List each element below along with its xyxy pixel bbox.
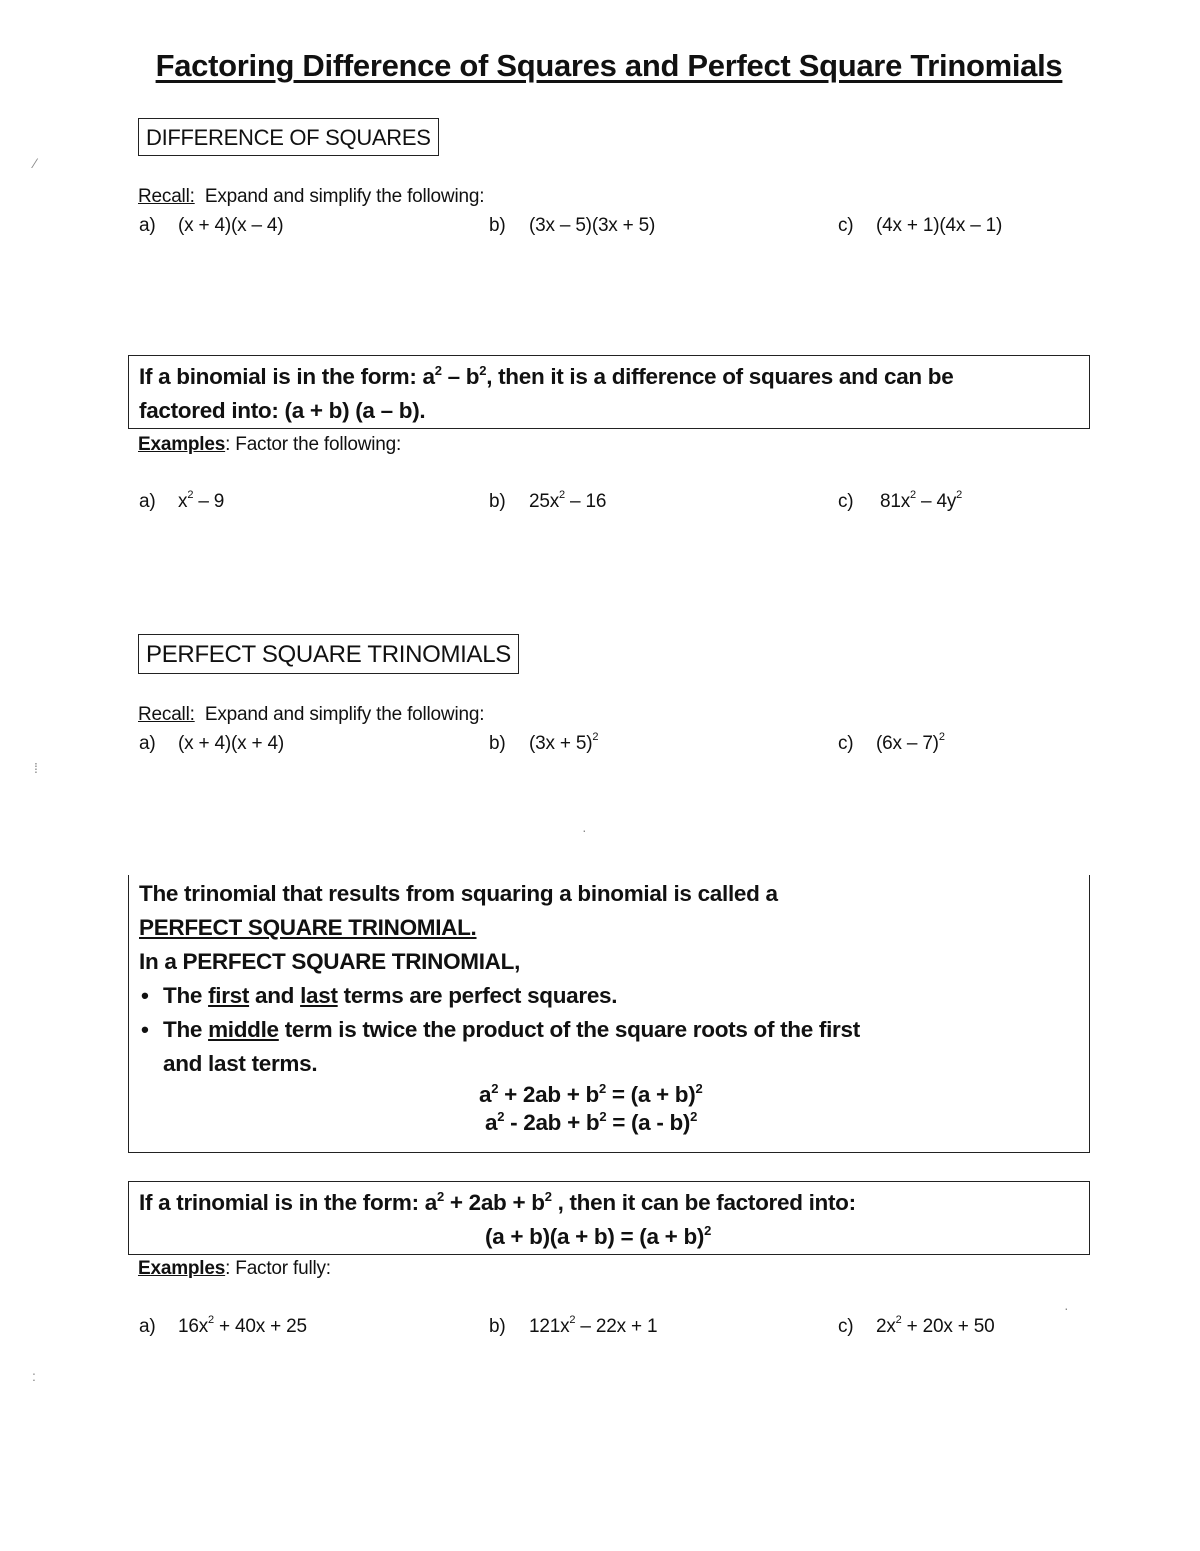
recall-instruction	[138, 704, 484, 726]
problem-expression: (4x + 1)(4x – 1)	[876, 215, 1003, 236]
section-heading-text: DIFFERENCE OF SQUARES	[146, 125, 431, 150]
recall-problems-row	[0, 215, 1200, 241]
problem-expression	[876, 733, 945, 755]
bullet-emphasis: first	[208, 983, 250, 1008]
problem-label: c)	[838, 215, 854, 236]
superscript: 2	[436, 1189, 444, 1204]
expr-part: (6x – 7)	[876, 733, 939, 754]
expr-part: 2x	[876, 1316, 896, 1337]
problem-expression	[876, 1316, 994, 1338]
examples-label: Examples	[138, 434, 226, 455]
scan-speck: ·	[1064, 1300, 1069, 1316]
examples-instruction	[138, 434, 401, 456]
scan-speck: :	[32, 1368, 36, 1384]
problem-expression	[880, 491, 962, 513]
definition-text	[139, 877, 1079, 1081]
perfect-square-rule-box	[128, 1181, 1090, 1255]
expr-part: x	[178, 491, 188, 512]
superscript: 2	[938, 731, 945, 743]
superscript: 2	[187, 489, 194, 501]
recall-text: Expand and simplify the following:	[204, 186, 485, 207]
examples-text: : Factor fully:	[225, 1258, 331, 1279]
rule-line1	[139, 1186, 856, 1220]
difference-of-squares-rule-box	[128, 355, 1090, 429]
formula-part: = (a + b)	[605, 1082, 696, 1107]
rule-text-part: , then it can be factored into:	[551, 1190, 856, 1215]
formula-part: = (a - b)	[606, 1110, 691, 1135]
rule-text-part: If a trinomial is in the form: a	[139, 1190, 437, 1215]
superscript: 2	[704, 1223, 712, 1238]
superscript: 2	[479, 363, 487, 378]
bullet-item	[139, 1013, 1079, 1081]
superscript: 2	[497, 1109, 505, 1124]
problem-label: c)	[838, 491, 854, 512]
perfect-square-definition-box	[128, 875, 1090, 1153]
bullet-emphasis: last	[300, 983, 338, 1008]
section-heading-difference-of-squares	[138, 118, 439, 156]
scan-speck: ⁞	[34, 760, 38, 776]
superscript: 2	[956, 489, 963, 501]
problem-label: a)	[139, 1316, 156, 1337]
examples-row	[0, 491, 1200, 517]
rule-text-part: – b	[441, 364, 480, 389]
recall-problems-row	[0, 733, 1200, 759]
rule-line2	[485, 1220, 711, 1254]
formula-part: a	[485, 1110, 498, 1135]
examples-row	[0, 1316, 1200, 1342]
problem-label: b)	[489, 491, 506, 512]
section-heading-perfect-square-trinomials	[138, 634, 519, 674]
problem-label: b)	[489, 733, 506, 754]
bullet-item	[139, 979, 1079, 1013]
problem-expression	[178, 1316, 307, 1338]
section-heading-text: PERFECT SQUARE TRINOMIALS	[146, 641, 512, 668]
problem-label: b)	[489, 215, 506, 236]
superscript: 2	[491, 1081, 499, 1096]
bullet-text: and	[249, 983, 301, 1008]
problem-label: a)	[139, 215, 156, 236]
problem-label: c)	[838, 733, 854, 754]
problem-expression: (x + 4)(x – 4)	[178, 215, 284, 236]
expr-part: (3x + 5)	[529, 733, 593, 754]
superscript: 2	[598, 1081, 606, 1096]
expr-part: 25x	[529, 491, 560, 512]
recall-label: Recall:	[138, 704, 195, 725]
formula-sum	[479, 1081, 702, 1109]
bullet-text: The	[163, 983, 209, 1008]
problem-expression	[178, 491, 224, 513]
examples-label: Examples	[138, 1258, 226, 1279]
problem-expression: (3x – 5)(3x + 5)	[529, 215, 656, 236]
superscript: 2	[599, 1109, 607, 1124]
bullet-emphasis: middle	[208, 1017, 279, 1042]
recall-instruction	[138, 186, 484, 208]
recall-text: Expand and simplify the following:	[204, 704, 485, 725]
rule-text-part: + 2ab + b	[443, 1190, 545, 1215]
expr-part: 16x	[178, 1316, 209, 1337]
expr-part: + 40x + 25	[213, 1316, 307, 1337]
rule-text-part: (a + b)(a + b) = (a + b)	[485, 1224, 705, 1249]
expr-part: – 22x + 1	[575, 1316, 658, 1337]
problem-expression: (x + 4)(x + 4)	[178, 733, 284, 754]
rule-text-part: factored into: (a + b) (a – b).	[139, 398, 426, 423]
superscript: 2	[592, 731, 599, 743]
rule-text	[139, 360, 953, 428]
bullet-text: term is twice the product of the square roots of the first	[278, 1017, 860, 1042]
superscript: 2	[434, 363, 442, 378]
problem-expression	[529, 491, 606, 513]
superscript: 2	[910, 489, 916, 501]
expr-part: – 9	[193, 491, 225, 512]
problem-expression	[529, 1316, 657, 1338]
examples-text: : Factor the following:	[225, 434, 402, 455]
superscript: 2	[559, 489, 565, 501]
superscript: 2	[695, 1081, 703, 1096]
problem-expression	[529, 733, 598, 755]
bullet-text: terms are perfect squares.	[337, 983, 618, 1008]
definition-line: The trinomial that results from squaring a binomial is called a	[139, 881, 778, 906]
problem-label: a)	[139, 491, 156, 512]
superscript: 2	[208, 1314, 214, 1326]
bullet-text: and last terms.	[163, 1051, 318, 1076]
expr-part: – 4y	[915, 491, 957, 512]
definition-term: PERFECT SQUARE TRINOMIAL.	[139, 915, 477, 940]
definition-bullets	[139, 979, 1079, 1081]
formula-part: + 2ab + b	[498, 1082, 599, 1107]
expr-part: 81x	[880, 491, 911, 512]
problem-label: b)	[489, 1316, 506, 1337]
formula-part: - 2ab + b	[504, 1110, 600, 1135]
formula-part: a	[479, 1082, 492, 1107]
expr-part: + 20x + 50	[901, 1316, 995, 1337]
rule-text-part: , then it is a difference of squares and can be	[486, 364, 954, 389]
page-title: Factoring Difference of Squares and Perfect Square Trinomials	[155, 48, 1063, 83]
scan-speck: ·	[582, 822, 587, 838]
formula-difference	[485, 1109, 697, 1137]
expr-part: – 16	[564, 491, 607, 512]
expr-part: 121x	[529, 1316, 570, 1337]
definition-line: In a PERFECT SQUARE TRINOMIAL,	[139, 949, 521, 974]
examples-instruction	[138, 1258, 331, 1280]
superscript: 2	[544, 1189, 552, 1204]
recall-label: Recall:	[138, 186, 195, 207]
bullet-text: The	[163, 1017, 209, 1042]
superscript: 2	[569, 1314, 576, 1326]
problem-label: a)	[139, 733, 156, 754]
problem-label: c)	[838, 1316, 854, 1337]
superscript: 2	[895, 1314, 902, 1326]
scan-speck: ⁄	[34, 155, 37, 171]
rule-text-part: If a binomial is in the form: a	[139, 364, 435, 389]
superscript: 2	[690, 1109, 698, 1124]
